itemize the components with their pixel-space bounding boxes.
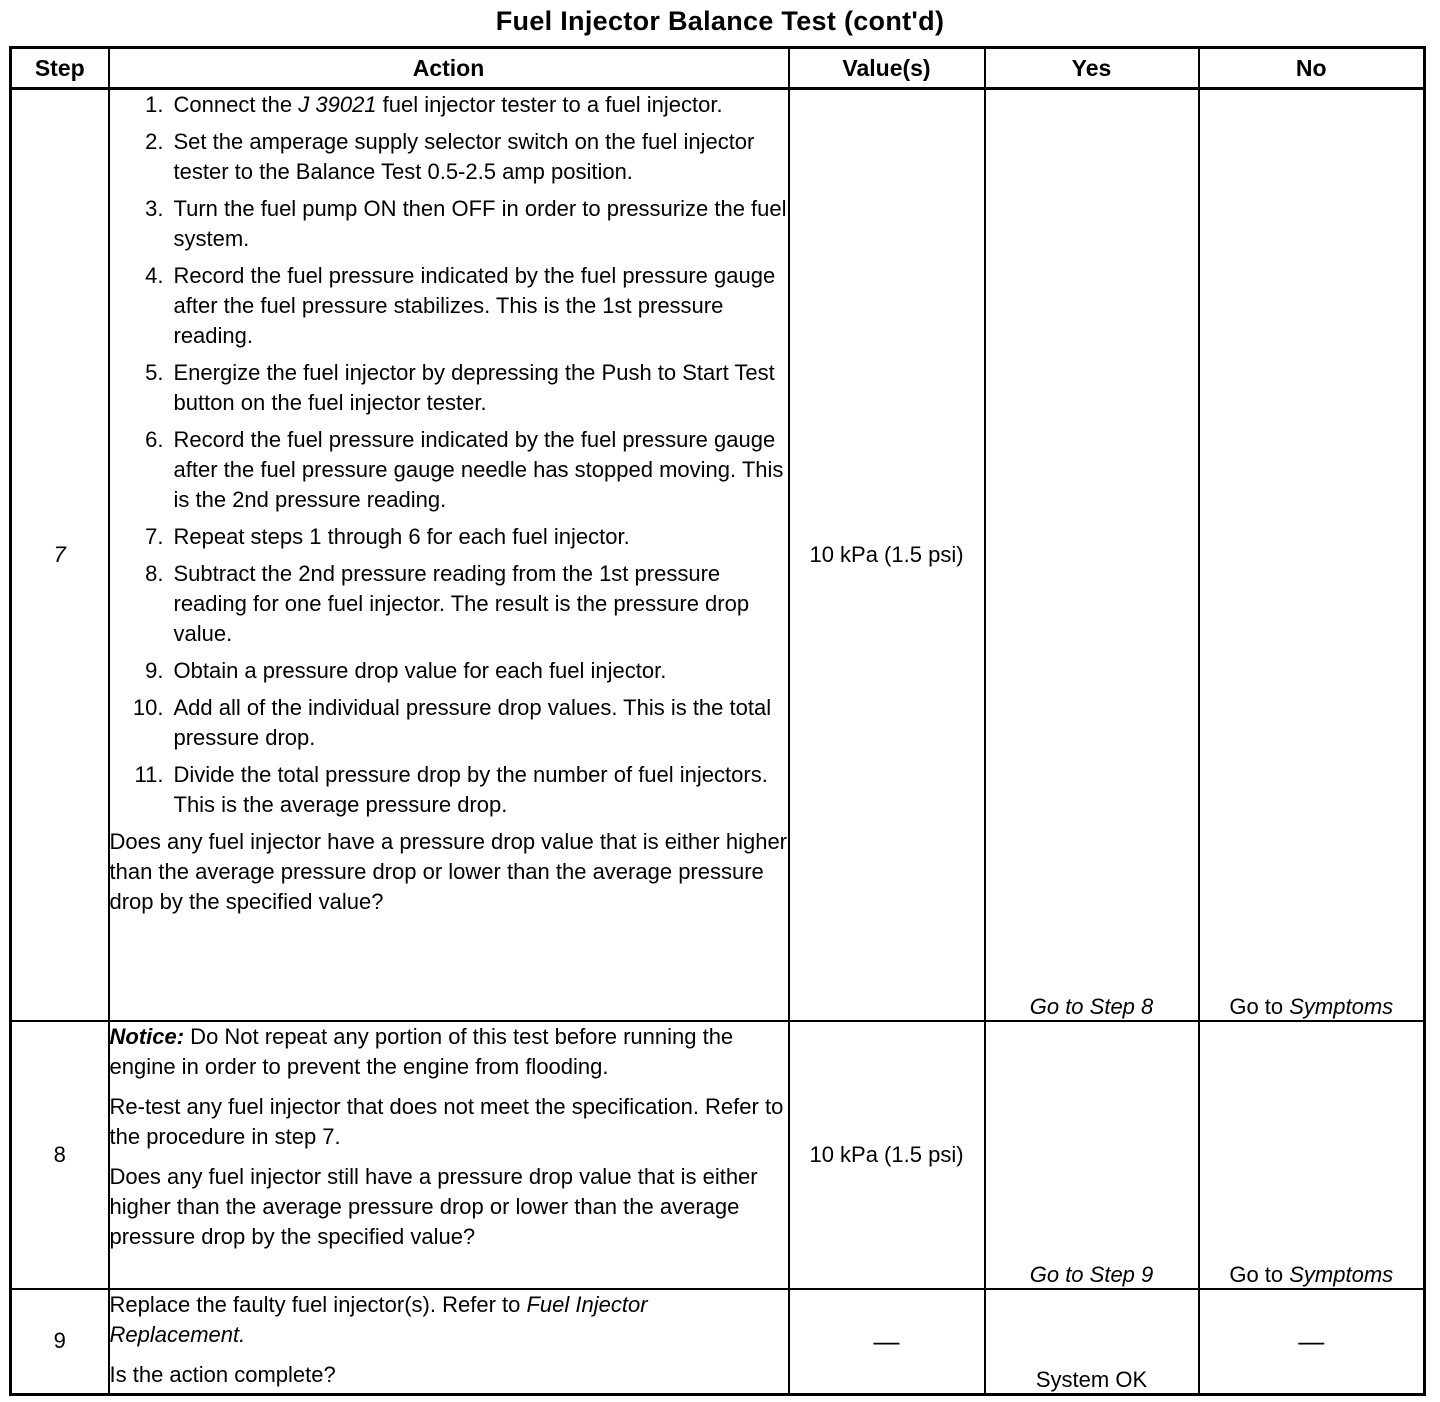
numbered-steps [110,90,788,820]
list-item [110,760,788,820]
item-text: Record the fuel pressure indicated by the fuel pressure gauge after the fuel pressure gauge needle has stopped moving. This is the 2nd pressure reading. [173,427,784,512]
page-title: Fuel Injector Balance Test (cont'd) [495,6,945,36]
item-text: Subtract the 2nd pressure reading from the 1st pressure reading for one fuel injector. The result is the pressure drop value. [173,561,750,646]
list-item [110,127,788,187]
yes-cell [985,89,1199,1021]
item-text: Connect the J 39021 fuel injector tester to a fuel injector. [173,92,723,117]
no-cell [1199,1021,1425,1289]
list-item [110,656,788,686]
instruction-text: Replace the faulty fuel injector(s). Refer to [109,1291,527,1317]
item-text: Turn the fuel pump ON then OFF in order to pressurize the fuel system. [173,196,787,251]
header-yes: Yes [985,48,1199,89]
item-text: Obtain a pressure drop value for each fuel injector. [173,658,667,683]
question-text: Is the action complete? [109,1361,336,1387]
yes-cell [985,1021,1199,1289]
item-number: 6. [145,427,164,452]
item-number: 7. [145,524,164,549]
no-prefix: Go to [1229,993,1290,1019]
list-item [110,693,788,753]
no-dash: — [1298,1325,1325,1356]
table-row-step-7 [11,89,1425,1021]
step-number: 9 [11,1289,109,1395]
header-step: Step [11,48,109,89]
notice-label: Notice: [109,1023,185,1049]
item-text: Divide the total pressure drop by the number of fuel injectors. This is the average pressure drop. [173,762,768,817]
item-number: 2. [145,129,164,154]
symptoms-link[interactable]: Symptoms [1289,993,1394,1019]
list-item [110,194,788,254]
no-cell [1199,1289,1425,1395]
item-text: Energize the fuel injector by depressing the Push to Start Test button on the fuel injector tester. [173,360,775,415]
tool-reference: J 39021 [298,92,377,117]
action-cell [109,89,789,1021]
item-text: Record the fuel pressure indicated by the fuel pressure gauge after the fuel pressure stabilizes. This is the 1st pressure reading. [173,263,776,348]
replacement-link[interactable]: Fuel Injector Replacement. [109,1291,648,1347]
header-no: No [1199,48,1425,89]
item-number: 11. [134,762,164,787]
item-number: 3. [145,196,164,221]
table-header-row [11,48,1425,89]
value-dash: — [873,1325,900,1356]
list-item [110,90,788,120]
no-cell [1199,89,1425,1021]
list-item [110,425,788,515]
item-text: Set the amperage supply selector switch on the fuel injector tester to the Balance Test 0.5-2.5 amp position. [173,129,755,184]
item-number: 4. [145,263,164,288]
question-text: Does any fuel injector still have a pressure drop value that is either higher than the average pressure drop or lower than the average pressure drop by the specified value? [109,1163,758,1249]
item-number: 5. [145,360,164,385]
notice-text: Do Not repeat any portion of this test before running the engine in order to prevent the engine from flooding. [109,1023,734,1079]
value-cell: 10 kPa (1.5 psi) [789,1021,985,1289]
item-number: 8. [145,561,164,586]
system-ok-text: System OK [1035,1367,1148,1392]
yes-cell [985,1289,1199,1395]
go-to-step-link[interactable]: Go to Step 9 [1029,1261,1154,1287]
question-text: Does any fuel injector have a pressure drop value that is either higher than the average pressure drop or lower than the average pressure drop by the specified value? [109,829,787,914]
value-cell [789,1289,985,1395]
item-text: Repeat steps 1 through 6 for each fuel injector. [173,524,630,549]
table-row-step-8 [11,1021,1425,1289]
action-cell [109,1021,789,1289]
list-item [110,261,788,351]
list-item [110,358,788,418]
item-number: 9. [145,658,164,683]
header-action: Action [109,48,789,89]
value-cell: 10 kPa (1.5 psi) [789,89,985,1021]
item-number: 1. [145,92,164,117]
notice-paragraph [110,1022,788,1082]
symptoms-link[interactable]: Symptoms [1289,1261,1394,1287]
instruction-text: Re-test any fuel injector that does not meet the specification. Refer to the procedure in step 7. [109,1093,784,1149]
header-values: Value(s) [789,48,985,89]
action-cell [109,1289,789,1395]
table-row-step-9 [11,1289,1425,1395]
step-number: 7 [11,89,109,1021]
list-item [110,522,788,552]
item-text: Add all of the individual pressure drop values. This is the total pressure drop. [173,695,772,750]
list-item [110,559,788,649]
instruction-paragraph [110,1290,788,1350]
go-to-step-link[interactable]: Go to Step 8 [1029,993,1154,1019]
procedure-table [9,46,1426,1396]
no-prefix: Go to [1229,1261,1290,1287]
step-number: 8 [11,1021,109,1289]
item-number: 10. [132,695,164,720]
